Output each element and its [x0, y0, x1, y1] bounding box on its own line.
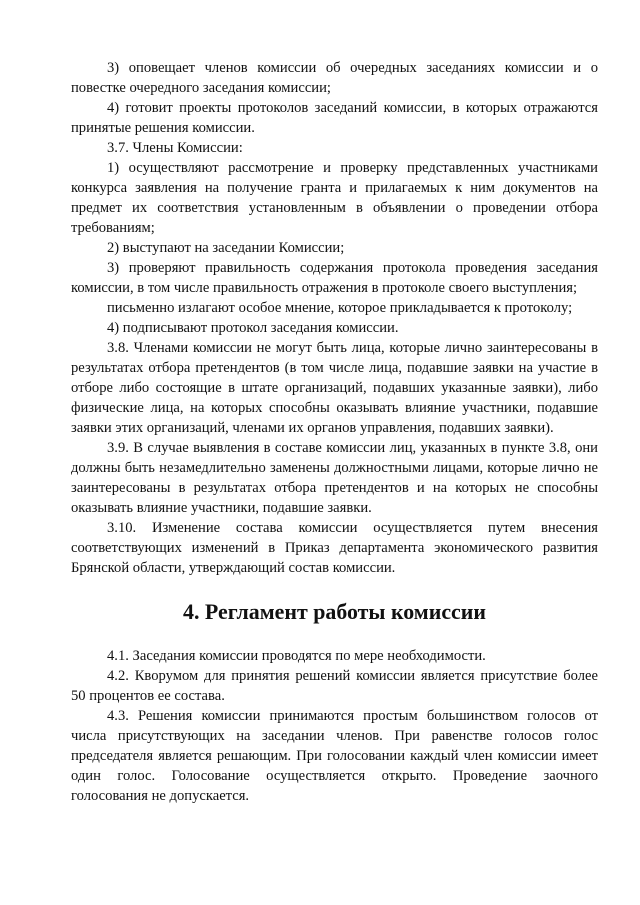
paragraph-3-7-title: 3.7. Члены Комиссии: [107, 140, 243, 156]
paragraph-3-7-item-4: 4) подписывают протокол заседания комиссии. [107, 320, 399, 336]
paragraph-3-6-item-4: 4) готовит проекты протоколов заседаний комиссии, в которых отражаются принятые решения комиссии. [71, 100, 598, 136]
section-3-continued [71, 58, 598, 578]
paragraph-4-2: 4.2. Кворумом для принятия решений комиссии является присутствие более 50 процентов ее состава. [71, 668, 598, 704]
paragraph-3-6-item-3: 3) оповещает членов комиссии об очередных заседаниях комиссии и о повестке очередного заседания комиссии; [71, 60, 598, 96]
paragraph-3-7-item-3: 3) проверяют правильность содержания протокола проведения заседания комиссии, в том числе правильность отражения в протоколе своего выступления; [71, 260, 598, 296]
paragraph-3-7-item-2: 2) выступают на заседании Комиссии; [107, 240, 345, 256]
paragraph-3-10: 3.10. Изменение состава комиссии осуществляется путем внесения соответствующих изменений в Приказ департамента экономического развития Брянской области, утверждающий состав комиссии. [71, 520, 598, 576]
paragraph-3-8: 3.8. Членами комиссии не могут быть лица, которые лично заинтересованы в результатах отбора претендентов (в том числе лица, подавшие заявки на участие в отборе либо состоящие в штате организаций, подавших указанные заявки), либо физические лица, на которых способны оказывать влияние участники, подавшие заявки этих организаций, членами их органов управления, подавших заявки). [71, 340, 598, 436]
paragraph-4-1: 4.1. Заседания комиссии проводятся по мере необходимости. [107, 648, 486, 664]
section-4-heading: 4. Регламент работы комиссии [183, 599, 486, 624]
paragraph-3-7-special-opinion: письменно излагают особое мнение, которое прикладывается к протоколу; [107, 300, 573, 316]
paragraph-3-9: 3.9. В случае выявления в составе комиссии лиц, указанных в пункте 3.8, они должны быть незамедлительно заменены должностными лицами, которые лично не заинтересованы в результатах отбора претендентов и на которых не способны оказывать влияние участники, подавшие заявки. [71, 440, 598, 516]
paragraph-3-7-item-1: 1) осуществляют рассмотрение и проверку представленных участниками конкурса заявления на получение гранта и прилагаемых к ним документов на предмет их соответствия установленным в объявлении о проведении отбора требованиям; [71, 160, 598, 236]
section-4 [71, 646, 598, 806]
paragraph-4-3: 4.3. Решения комиссии принимаются простым большинством голосов от числа присутствующих на заседании членов. При равенстве голосов голос председателя является решающим. При голосовании каждый член комиссии имеет один голос. Голосование осуществляется открыто. Проведение заочного голосования не допускается. [71, 708, 598, 804]
